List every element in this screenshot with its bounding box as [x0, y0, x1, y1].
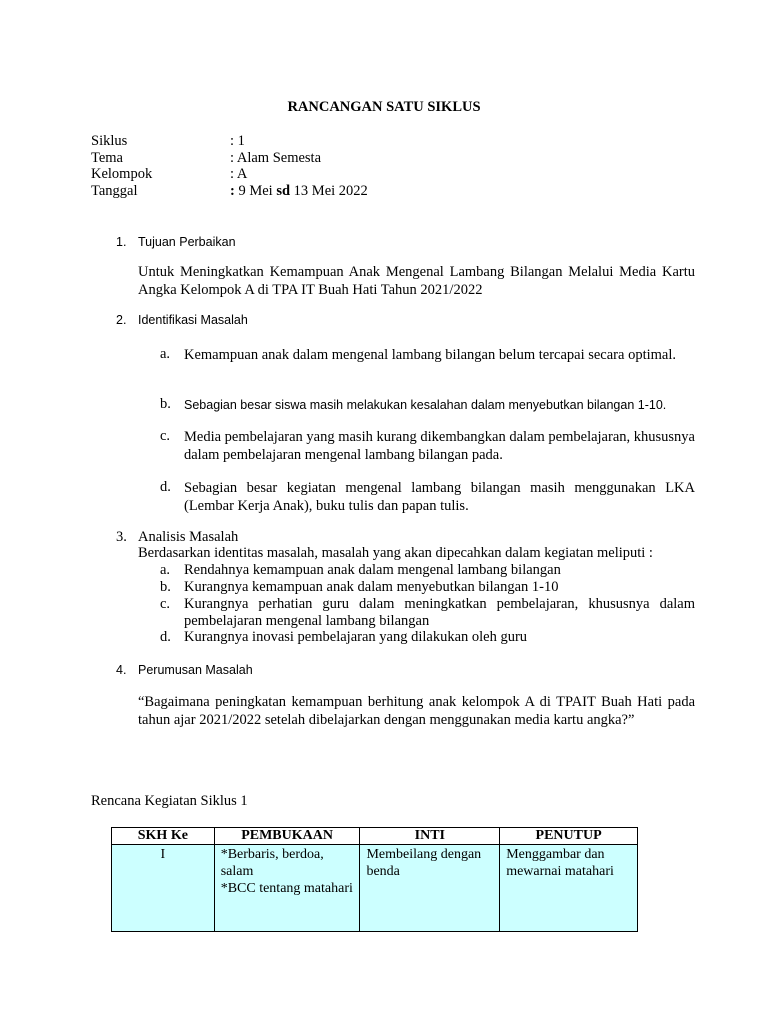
cell-penutup: Menggambar dan mewarnai matahari	[500, 845, 638, 932]
section-number: 1.	[116, 235, 127, 249]
meta-key: Tanggal	[91, 182, 138, 199]
item-letter: b.	[160, 579, 171, 595]
meta-value: : Alam Semesta	[230, 149, 322, 166]
meta-key: Tema	[91, 149, 123, 166]
cell-pembukaan: *Berbaris, berdoa, salam *BCC tentang matahari	[214, 845, 360, 932]
item-text: Kurangnya inovasi pembelajaran yang dilakukan oleh guru	[184, 629, 528, 645]
section-number: 3.	[116, 529, 127, 545]
meta-key: Kelompok	[91, 166, 153, 182]
meta-value: : A	[230, 166, 248, 182]
section-1-text: Untuk Meningkatkan Kemampuan Anak Mengenal Lambang Bilangan Melalui Media Kartu Angka Kelompok A di TPA IT Buah Hati Tahun 2021/2022	[138, 264, 695, 298]
section-label: Perumusan Masalah	[138, 663, 253, 677]
item-letter: c.	[160, 428, 171, 444]
item-letter: a.	[160, 562, 171, 578]
meta-value: : 9 Mei sd 13 Mei 2022	[230, 182, 368, 199]
section-4-text: “Bagaimana peningkatan kemampuan berhitung anak kelompok A di TPAIT Buah Hati pada tahun ajar 2021/2022 setelah dibelajarkan dengan menggunakan media kartu angka?”	[138, 694, 695, 728]
item-text: Kurangnya kemampuan anak dalam menyebutkan bilangan 1-10	[184, 579, 559, 595]
meta-value: : 1	[230, 133, 245, 149]
item-text: Kurangnya perhatian guru dalam meningkatkan pembelajaran, khususnya dalam pembelajaran mengenal lambang bilangan	[184, 596, 695, 629]
item-text: Sebagian besar siswa masih melakukan kesalahan dalam menyebutkan bilangan 1-10.	[184, 398, 667, 412]
item-letter: d.	[160, 629, 171, 645]
plan-heading: Rencana Kegiatan Siklus 1	[91, 793, 248, 809]
header-pembukaan: PEMBUKAAN	[214, 828, 360, 845]
section-3-intro: Berdasarkan identitas masalah, masalah yang akan dipecahkan dalam kegiatan meliputi :	[138, 545, 653, 561]
item-letter: b.	[160, 396, 171, 412]
table-row	[112, 845, 638, 932]
item-text: Kemampuan anak dalam mengenal lambang bilangan belum tercapai secara optimal.	[184, 347, 676, 363]
table-header-row	[112, 828, 638, 845]
cell-skh: I	[112, 845, 215, 932]
section-number: 4.	[116, 663, 127, 677]
cell-inti: Membeilang dengan benda	[360, 845, 500, 932]
section-number: 2.	[116, 313, 127, 327]
header-skh: SKH Ke	[112, 828, 215, 845]
item-letter: c.	[160, 596, 171, 612]
item-letter: d.	[160, 479, 171, 495]
item-text: Sebagian besar kegiatan mengenal lambang bilangan masih menggunakan LKA (Lembar Kerja Anak), buku tulis dan papan tulis.	[184, 480, 695, 514]
item-text: Rendahnya kemampuan anak dalam mengenal lambang bilangan	[184, 562, 561, 578]
section-label: Identifikasi Masalah	[138, 313, 248, 327]
header-inti: INTI	[360, 828, 500, 845]
section-label: Analisis Masalah	[138, 529, 239, 545]
header-penutup: PENUTUP	[500, 828, 638, 845]
item-letter: a.	[160, 346, 171, 362]
section-label: Tujuan Perbaikan	[138, 235, 236, 249]
document-title: RANCANGAN SATU SIKLUS	[287, 99, 481, 115]
activity-plan-table	[111, 827, 638, 932]
meta-key: Siklus	[91, 133, 128, 149]
item-text: Media pembelajaran yang masih kurang dikembangkan dalam pembelajaran, khususnya dalam pembelajaran mengenal lambang bilangan pada.	[184, 429, 695, 463]
